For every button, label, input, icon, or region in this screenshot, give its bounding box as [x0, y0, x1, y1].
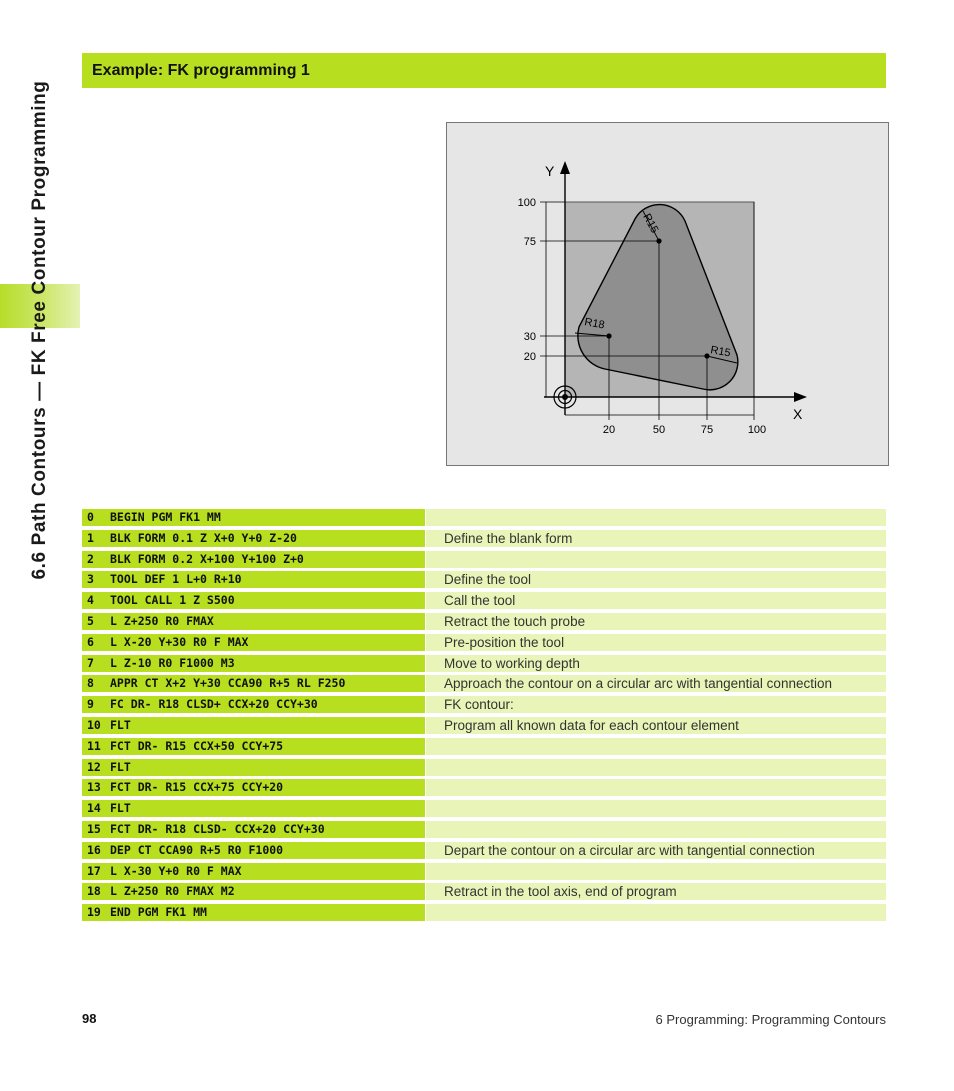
program-code — [82, 551, 425, 568]
block-number: 2 — [87, 551, 94, 566]
program-comment: Define the tool — [426, 571, 886, 588]
program-comment: Retract in the tool axis, end of program — [426, 883, 886, 900]
block-number: 1 — [87, 530, 94, 545]
program-code — [82, 863, 425, 880]
origin-dot — [562, 394, 568, 400]
example-title: Example: FK programming 1 — [92, 61, 310, 79]
radius-label-r18: R18 — [583, 316, 606, 332]
x-tick-label: 75 — [700, 424, 714, 436]
program-row — [82, 530, 886, 547]
program-comment: FK contour: — [426, 696, 886, 713]
block-code: APPR CT X+2 Y+30 CCA90 R+5 RL F250 — [110, 676, 346, 691]
block-code: BLK FORM 0.2 X+100 Y+100 Z+0 — [110, 551, 304, 566]
program-code — [82, 717, 425, 734]
program-comment — [426, 551, 886, 568]
program-code — [82, 779, 425, 796]
x-tick-label: 100 — [747, 424, 767, 436]
program-row — [82, 551, 886, 568]
program-comment — [426, 800, 886, 817]
block-code: L X-30 Y+0 R0 F MAX — [110, 863, 242, 878]
block-number: 11 — [87, 738, 101, 753]
contour-figure — [446, 122, 889, 466]
program-comment: Call the tool — [426, 592, 886, 609]
program-row — [82, 863, 886, 880]
program-row — [82, 779, 886, 796]
program-comment: Depart the contour on a circular arc with tangential connection — [426, 842, 886, 859]
block-number: 12 — [87, 759, 101, 774]
block-number: 3 — [87, 572, 94, 587]
program-comment — [426, 904, 886, 921]
program-comment — [426, 509, 886, 526]
block-code: DEP CT CCA90 R+5 R0 F1000 — [110, 842, 284, 857]
program-row — [82, 883, 886, 900]
program-code — [82, 634, 425, 651]
program-row — [82, 634, 886, 651]
program-row — [82, 613, 886, 630]
program-comment: Define the blank form — [426, 530, 886, 547]
program-code — [82, 592, 425, 609]
y-tick-label: 100 — [517, 197, 536, 209]
program-comment: Program all known data for each contour element — [426, 717, 886, 734]
x-axis-label: X — [793, 406, 803, 422]
block-number: 13 — [87, 780, 101, 795]
block-number: 19 — [87, 905, 101, 920]
program-code — [82, 696, 425, 713]
block-number: 0 — [87, 510, 94, 524]
block-number: 7 — [87, 655, 94, 670]
x-tick-label: 20 — [602, 424, 616, 436]
y-tick-label: 30 — [523, 331, 536, 343]
program-code — [82, 571, 425, 588]
radius-label-r15-top: R15 — [640, 211, 661, 236]
section-title: 6.6 Path Contours — FK Free Contour Programming — [29, 80, 50, 580]
nc-program-listing — [82, 509, 886, 925]
block-number: 9 — [87, 697, 94, 712]
program-row — [82, 759, 886, 776]
program-code — [82, 883, 425, 900]
y-axis-arrow — [560, 161, 570, 174]
y-tick-label: 20 — [523, 351, 536, 363]
program-row — [82, 738, 886, 755]
block-number: 17 — [87, 863, 101, 878]
program-code — [82, 842, 425, 859]
block-number: 4 — [87, 593, 94, 608]
program-row — [82, 717, 886, 734]
block-number: 6 — [87, 634, 94, 649]
block-code: BLK FORM 0.1 Z X+0 Y+0 Z-20 — [110, 530, 297, 545]
program-comment — [426, 863, 886, 880]
block-number: 15 — [87, 821, 101, 836]
block-code: FCT DR- R15 CCX+75 CCY+20 — [110, 780, 284, 795]
block-number: 5 — [87, 613, 94, 628]
program-comment — [426, 738, 886, 755]
block-code: L Z+250 R0 FMAX — [110, 613, 214, 628]
program-code — [82, 675, 425, 692]
block-code: BEGIN PGM FK1 MM — [110, 510, 221, 524]
x-tick-label: 50 — [652, 424, 666, 436]
block-code: L Z-10 R0 F1000 M3 — [110, 655, 235, 670]
program-row — [82, 800, 886, 817]
block-code: L X-20 Y+30 R0 F MAX — [110, 634, 249, 649]
example-header — [82, 53, 886, 88]
block-number: 16 — [87, 842, 101, 857]
program-comment: Approach the contour on a circular arc with tangential connection — [426, 675, 886, 692]
program-comment — [426, 759, 886, 776]
program-comment — [426, 779, 886, 796]
program-row — [82, 592, 886, 609]
y-axis-label: Y — [545, 163, 555, 179]
block-code: FCT DR- R15 CCX+50 CCY+75 — [110, 738, 284, 753]
block-code: TOOL DEF 1 L+0 R+10 — [110, 572, 242, 587]
block-number: 10 — [87, 717, 101, 732]
program-code — [82, 800, 425, 817]
x-axis-arrow — [794, 392, 807, 402]
program-row — [82, 655, 886, 672]
block-code: L Z+250 R0 FMAX M2 — [110, 884, 235, 899]
block-code: TOOL CALL 1 Z S500 — [110, 593, 235, 608]
program-row — [82, 509, 886, 526]
program-code — [82, 904, 425, 921]
program-code — [82, 821, 425, 838]
block-code: FLT — [110, 801, 131, 816]
block-code: FCT DR- R18 CLSD- CCX+20 CCY+30 — [110, 821, 325, 836]
program-comment: Pre-position the tool — [426, 634, 886, 651]
program-comment: Move to working depth — [426, 655, 886, 672]
program-code — [82, 738, 425, 755]
program-row — [82, 842, 886, 859]
program-row — [82, 904, 886, 921]
program-row — [82, 571, 886, 588]
page-number: 98 — [82, 1011, 97, 1026]
program-row — [82, 821, 886, 838]
program-code — [82, 613, 425, 630]
program-code — [82, 509, 425, 526]
program-row — [82, 696, 886, 713]
radius-label-r15-right: R15 — [709, 344, 732, 360]
program-code — [82, 655, 425, 672]
block-code: FLT — [110, 717, 131, 732]
program-comment: Retract the touch probe — [426, 613, 886, 630]
program-row — [82, 675, 886, 692]
program-comment — [426, 821, 886, 838]
block-code: FC DR- R18 CLSD+ CCX+20 CCY+30 — [110, 697, 318, 712]
chapter-footer: 6 Programming: Programming Contours — [655, 1012, 886, 1027]
contour-drawing — [447, 123, 890, 467]
block-number: 8 — [87, 676, 94, 691]
block-code: END PGM FK1 MM — [110, 905, 207, 920]
program-code — [82, 530, 425, 547]
block-number: 14 — [87, 801, 101, 816]
y-tick-label: 75 — [523, 236, 536, 248]
block-number: 18 — [87, 884, 101, 899]
program-code — [82, 759, 425, 776]
block-code: FLT — [110, 759, 131, 774]
